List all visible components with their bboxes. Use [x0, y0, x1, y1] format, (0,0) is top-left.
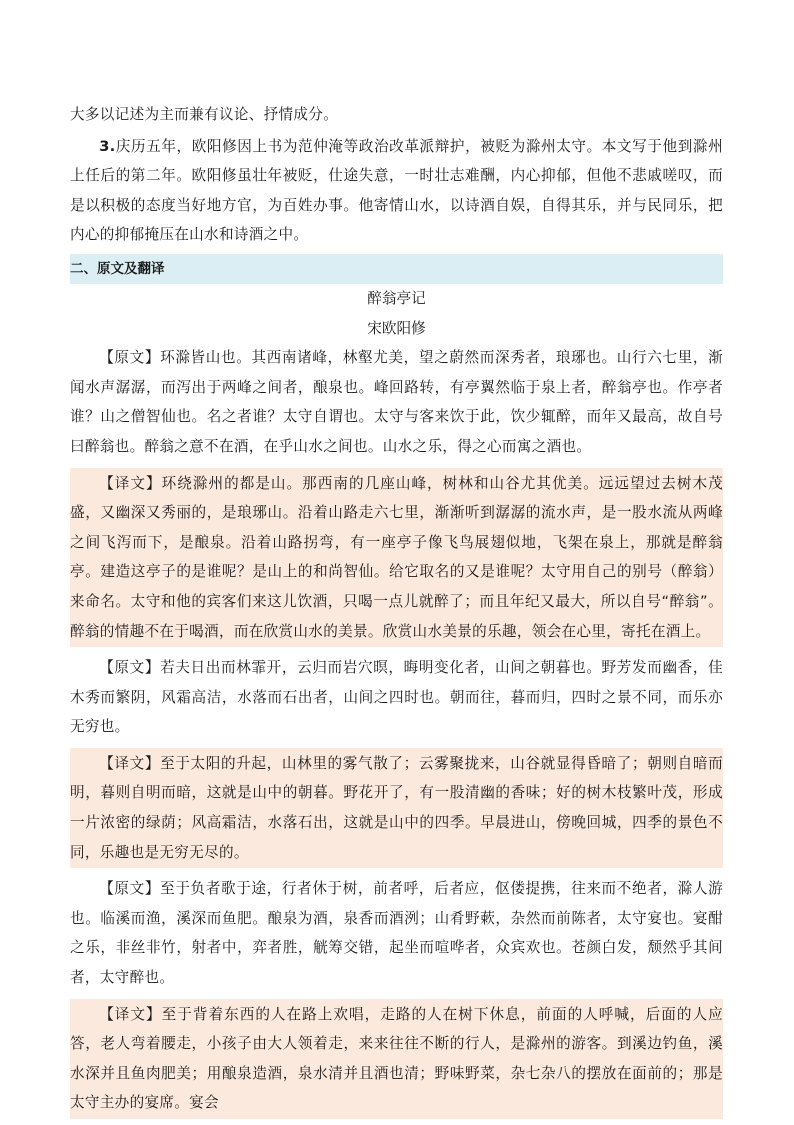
para-text: 至于太阳的升起，山林里的雾气散了；云雾聚拢来，山谷就显得昏暗了；朝则自暗而明，暮则自明而暗，这就是山中的朝暮。野花开了，有一股清幽的香味；好的树木枝繁叶茂，形成一片浓密的绿荫；风高霜洁，水落石出，这就是山中的四季。早晨进山，傍晚回城，四季的景色不同，乐趣也是无穷无尽的。 — [70, 754, 724, 861]
article-author: 宋欧阳修 — [367, 319, 426, 337]
intro-line-tail: 大多以记述为主而兼有议论、抒情成分。 — [70, 106, 339, 123]
original-text-2 — [70, 653, 723, 742]
para-text: 环绕滁州的都是山。那西南的几座山峰，树林和山谷尤其优美。远远望过去树木茂盛，又幽深又秀丽的，是琅琊山。沿着山路走六七里，渐渐听到潺潺的流水声，是一股水流从两峰之间飞泻而下，是酿泉。沿着山路拐弯，有一座亭子像飞鸟展翅似地，飞架在泉上，那就是醉翁亭。建造这亭子的是谁呢？是山上的和尚智仙。给它取名的又是谁呢？太守用自己的别号（醉翁）来命名。太守和他的宾客们来这儿饮酒，只喝一点儿就醉了；而且年纪又最大，所以自号“醉翁”。醉翁的情趣不在于喝酒，而在欣赏山水的美景。欣赏山水美景的乐趣，领会在心里，寄托在酒上。 — [70, 474, 723, 640]
translation-text-2 — [70, 748, 723, 868]
translation-text-3 — [70, 999, 723, 1119]
para-label: 【译文】 — [99, 754, 161, 772]
point-text: 庆历五年，欧阳修因上书为范仲淹等政治改革派辩护，被贬为滁州太守。本文写于他到滁州上任后的第二年。欧阳修虽壮年被贬，仕途失意，一时壮志难酬，内心抑郁，但他不悲戚嗟叹，而是以积极的态度当好地方官，为百姓办事。他寄情山水，以诗酒自娱，自得其乐，并与民同乐，把内心的抑郁掩压在山水和诗酒之中。 — [70, 137, 723, 244]
para-label: 【原文】 — [99, 880, 161, 898]
point-number: 3. — [99, 137, 116, 155]
para-label: 【译文】 — [99, 474, 162, 492]
section-heading: 二、原文及翻译 — [70, 254, 723, 284]
original-text-3 — [70, 874, 723, 992]
intro-point-3 — [70, 132, 723, 250]
para-text: 若夫日出而林霏开，云归而岩穴暝，晦明变化者，山间之朝暮也。野芳发而幽香，佳木秀而繁阴，风霜高洁，水落而石出者，山间之四时也。朝而往，暮而归，四时之景不同，而乐亦无穷也。 — [70, 659, 724, 736]
para-text: 环滁皆山也。其西南诸峰，林壑尤美，望之蔚然而深秀者，琅琊也。山行六七里，渐闻水声潺潺，而泻出于两峰之间者，酿泉也。峰回路转，有亭翼然临于泉上者，醉翁亭也。作亭者谁？山之僧智仙也。名之者谁？太守自谓也。太守与客来饮于此，饮少辄醉，而年又最高，故自号曰醉翁也。醉翁之意不在酒，在乎山水之间也。山水之乐，得之心而寓之酒也。 — [70, 349, 724, 455]
para-text: 至于背着东西的人在路上欢唱，走路的人在树下休息，前面的人呼喊，后面的人应答，老人弯着腰走，小孩子由大人领着走，来来往往不断的行人，是滁州的游客。到溪边钓鱼，溪水深并且鱼肉肥美；用酿泉造酒，泉水清并且酒也清；野味野菜，杂七杂八的摆放在面前的；那是太守主办的宴席。宴会 — [70, 1005, 723, 1112]
para-label: 【原文】 — [99, 659, 161, 677]
original-text-1 — [70, 343, 723, 461]
para-text: 至于负者歌于途，行者休于树，前者呼，后者应，伛偻提携，往来而不绝者，滁人游也。临溪而渔，溪深而鱼肥。酿泉为酒，泉香而酒洌；山肴野蔌，杂然而前陈者，太守宴也。宴酣之乐，非丝非竹，射者中，弈者胜，觥筹交错，起坐而喧哗者，众宾欢也。苍颜白发，颓然乎其间者，太守醉也。 — [70, 880, 724, 987]
para-label: 【译文】 — [99, 1005, 162, 1023]
document-page — [70, 100, 723, 1125]
translation-text-1 — [70, 468, 723, 648]
article-title: 醉翁亭记 — [367, 289, 426, 307]
para-label: 【原文】 — [99, 349, 161, 367]
